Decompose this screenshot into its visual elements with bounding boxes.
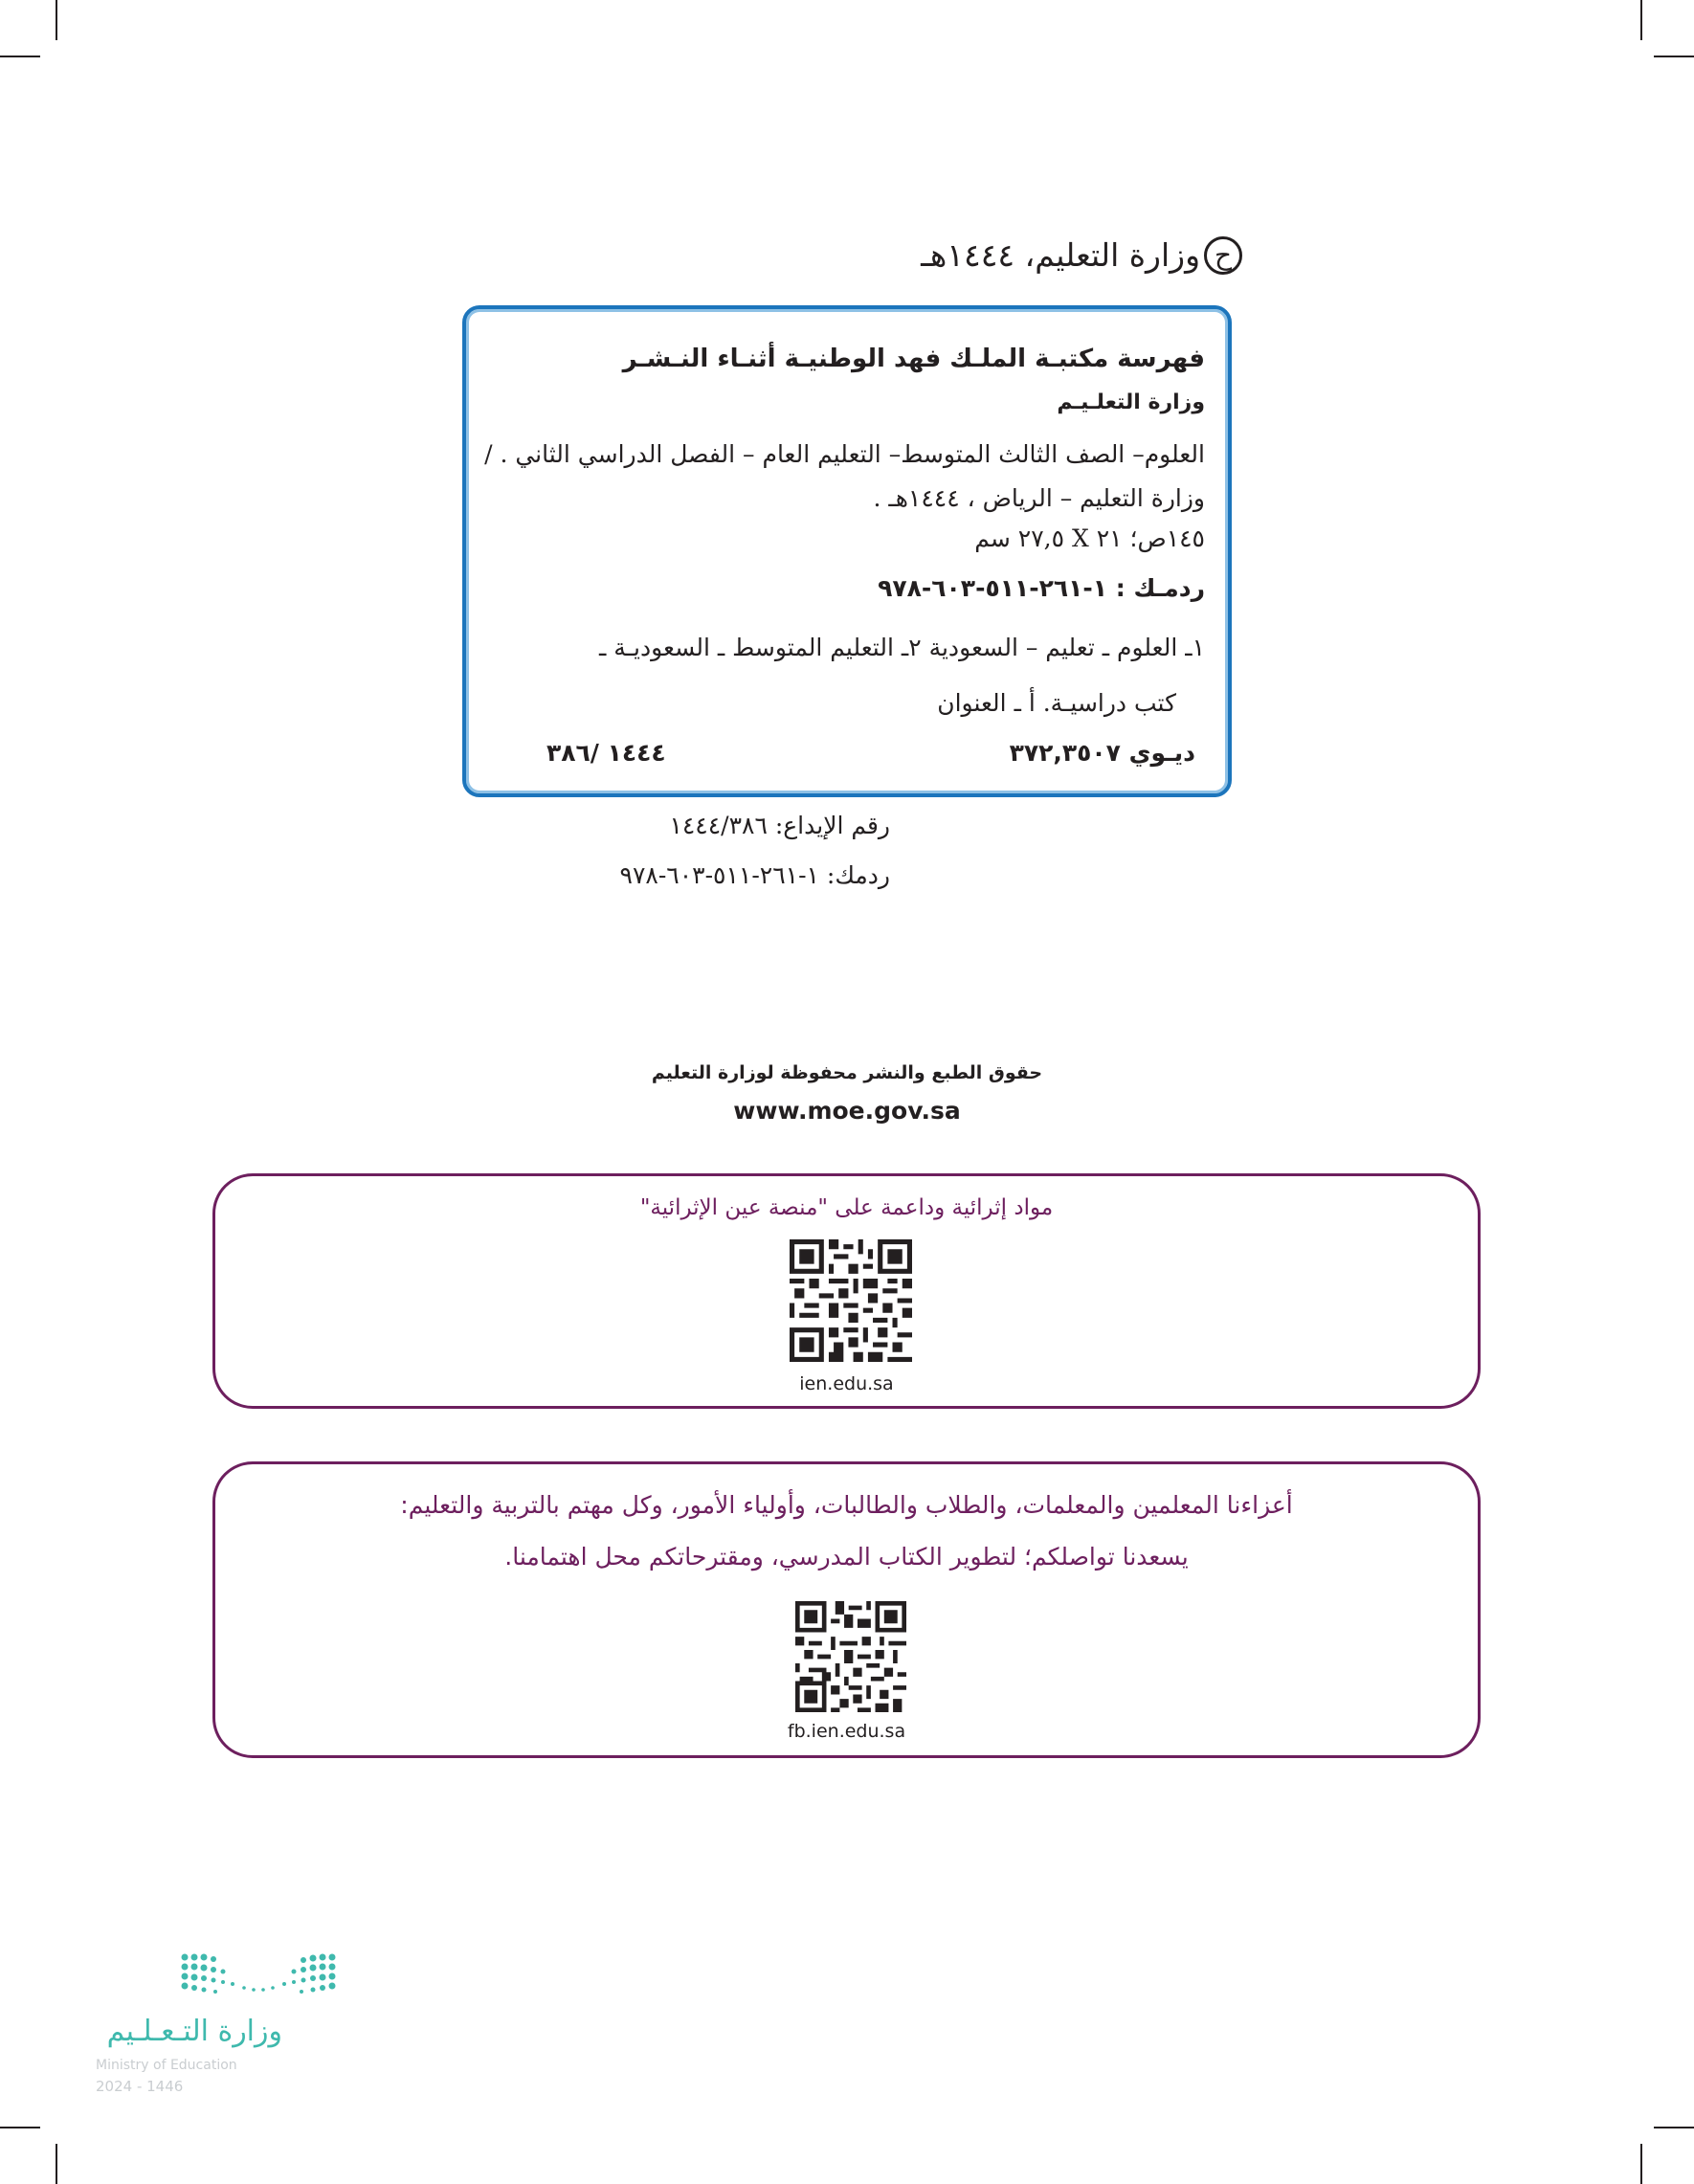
rights-notice: حقوق الطبع والنشر محفوظة لوزارة التعليم (651, 1062, 1043, 1083)
ministry-of-education-logo (91, 1948, 340, 2120)
crop-mark (56, 2144, 57, 2184)
ien-url[interactable]: ien.edu.sa (799, 1373, 894, 1394)
ien-qr-code-icon[interactable] (790, 1239, 912, 1362)
feedback-box (212, 1461, 1481, 1758)
logo-english-text: Ministry of Education (96, 2058, 237, 2073)
catalog-dewey-row (489, 728, 1205, 778)
catalog-publisher: وزارة التعليم – الرياض ، ١٤٤٤هـ . (873, 484, 1205, 512)
logo-arabic-text: وزارة التـعـلـيم (106, 2015, 282, 2048)
crop-mark (1654, 56, 1694, 57)
crop-mark (0, 2127, 40, 2128)
catalog-deposit-number: ١٤٤٤ /٣٨٦ (546, 739, 666, 767)
cataloging-in-publication-box (462, 305, 1232, 797)
copyright-line (572, 232, 1242, 279)
feedback-invitation: يسعدنا تواصلكم؛ لتطوير الكتاب المدرسي، ومقترحاتكم محل اهتمامنا. (504, 1543, 1189, 1571)
crop-mark (1654, 2127, 1694, 2128)
ien-platform-text: مواد إثرائية وداعمة على "منصة عين الإثرائية" (639, 1195, 1054, 1220)
feedback-qr-code-icon[interactable] (795, 1601, 906, 1712)
logo-year: 2024 - 1446 (96, 2078, 184, 2095)
crop-mark (1640, 0, 1642, 40)
catalog-dewey: ديـوي ٣٧٢,٣٥٠٧ (1009, 739, 1195, 767)
catalog-isbn: ردمـك : ١-٢٦١-٥١١-٦٠٣-٩٧٨ (878, 574, 1205, 602)
logo-dots-icon (177, 1948, 340, 2005)
catalog-author: وزارة التعلـيـم (1057, 390, 1205, 414)
feedback-url[interactable]: fb.ien.edu.sa (787, 1721, 906, 1742)
catalog-subject: العلوم– الصف الثالث المتوسط– التعليم العام – الفصل الدراسي الثاني . / (484, 440, 1205, 468)
catalog-keywords: ١ـ العلوم ـ تعليم – السعودية ٢ـ التعليم المتوسط ـ السعوديـة ـ (599, 634, 1205, 661)
ien-platform-box (212, 1173, 1481, 1409)
catalog-title: فهرسة مكتبـة الملـك فهد الوطنيـة أثنـاء النـشـر (622, 345, 1205, 373)
feedback-greeting: أعزاءنا المعلمين والمعلمات، والطلاب والطالبات، وأولياء الأمور، وكل مهتم بالتربية والتعليم: (400, 1491, 1293, 1519)
catalog-keywords-continued: كتب دراسيـة. أ ـ العنوان (937, 689, 1176, 717)
catalog-pages: ١٤٥ص؛ ٢١ X ٢٧,٥ سم (974, 524, 1205, 552)
crop-mark (0, 56, 40, 57)
ministry-website-link[interactable]: www.moe.gov.sa (733, 1097, 961, 1125)
deposit-number: رقم الإيداع: ١٤٤٤/٣٨٦ (669, 812, 890, 839)
copyright-symbol: ح (1204, 236, 1242, 275)
crop-mark (56, 0, 57, 40)
deposit-isbn: ردمك: ١-٢٦١-٥١١-٦٠٣-٩٧٨ (619, 861, 890, 889)
crop-mark (1640, 2144, 1642, 2184)
copyright-text: وزارة التعليم، ١٤٤٤هـ (921, 236, 1200, 274)
